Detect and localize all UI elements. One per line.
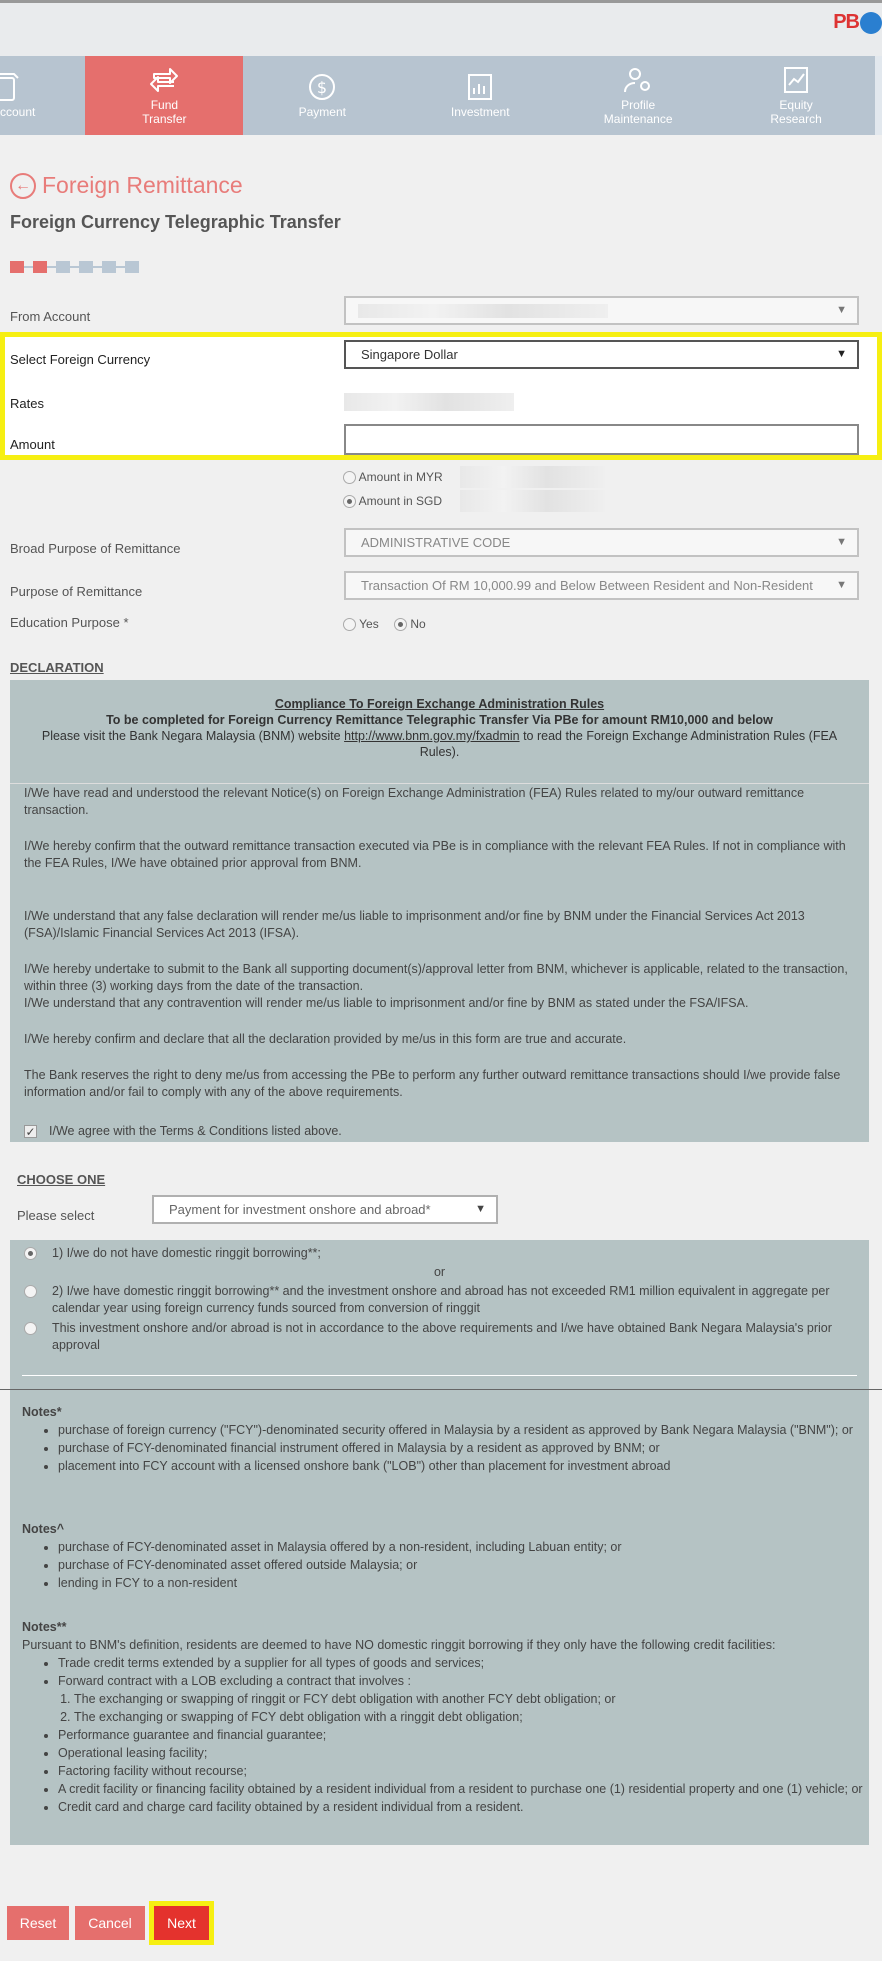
transfer-arrows-icon <box>148 65 180 95</box>
option-2-label: 2) I/we have domestic ringgit borrowing** and the investment onshore and abroad has not exceeded RM1 million equivalent in aggregate per calendar year using foreign currency funds sourced from conversion of ringgit <box>52 1284 830 1315</box>
from-account-label: From Account <box>10 309 91 324</box>
chevron-down-icon: ▼ <box>832 579 847 591</box>
nav-equity-research-label: Equity Research <box>770 98 822 126</box>
nav-account[interactable] <box>0 56 85 135</box>
nav-fund-transfer[interactable] <box>85 56 243 135</box>
declaration-p4a: I/We hereby undertake to submit to the Bank all supporting document(s)/approval letter from BNM, whichever is applicable, related to the transaction, within three (3) working days from the date of the transaction. <box>24 962 848 993</box>
page-title-text: Foreign Remittance <box>42 172 243 198</box>
notes-2-item: • purchase of FCY-denominated asset in Malaysia offered by a non-resident, including Labuan entity; or <box>58 1538 867 1556</box>
notes-3-item: • Factoring facility without recourse; <box>58 1762 867 1780</box>
back-arrow-icon[interactable]: ← <box>10 173 36 199</box>
main-nav <box>0 56 882 135</box>
nav-investment[interactable] <box>401 56 559 135</box>
notes-2-item: • lending in FCY to a non-resident <box>58 1574 867 1592</box>
nav-investment-label: Investment <box>450 105 510 119</box>
declaration-heading: DECLARATION <box>10 660 104 675</box>
nav-payment[interactable] <box>243 56 401 135</box>
chevron-down-icon: ▼ <box>836 304 847 316</box>
declaration-body-panel <box>10 783 869 1142</box>
amount-myr-label: Amount in MYR <box>358 470 443 484</box>
notes-3-item: • Performance guarantee and financial guarantee; <box>58 1726 867 1744</box>
blurred-sgd <box>460 490 605 512</box>
or-text: or <box>433 1265 446 1279</box>
step-4 <box>79 261 93 273</box>
chevron-down-icon: ▼ <box>475 1203 486 1215</box>
from-account-select[interactable] <box>344 296 859 325</box>
please-select-label: Please select <box>17 1208 95 1223</box>
notes-3-item: • Forward contract with a LOB excluding a contract that involves : <box>58 1672 867 1690</box>
currency-select[interactable] <box>344 340 859 369</box>
notes-3-title: Notes** <box>22 1620 67 1634</box>
top-bar <box>0 0 882 56</box>
investment-type-value: Payment for investment onshore and abroad* <box>169 1202 431 1217</box>
amount-sgd-radio[interactable] <box>343 495 356 508</box>
compliance-subtitle: To be completed for Foreign Currency Remittance Telegraphic Transfer Via PBe for amount RM10,000 and below <box>106 713 773 727</box>
agree-label: I/We agree with the Terms & Conditions listed above. <box>49 1124 342 1138</box>
notes-3-item: • Trade credit terms extended by a supplier for all types of goods and services; <box>58 1654 867 1672</box>
cancel-button[interactable]: Cancel <box>75 1906 145 1940</box>
bnm-fxadmin-link[interactable]: http://www.bnm.gov.my/fxadmin <box>344 729 520 743</box>
amount-myr-option[interactable] <box>343 470 443 484</box>
nav-profile-maintenance[interactable] <box>559 56 717 135</box>
notes-2-item: • purchase of FCY-denominated asset offered outside Malaysia; or <box>58 1556 867 1574</box>
currency-label: Select Foreign Currency <box>10 352 151 367</box>
step-1 <box>10 261 24 273</box>
compliance-visit-text <box>10 728 869 760</box>
notes-1-item: • placement into FCY account with a licensed onshore bank ("LOB") other than placement for investment abroad <box>58 1457 867 1475</box>
step-indicator <box>10 261 139 273</box>
option-1[interactable] <box>24 1245 864 1262</box>
chevron-down-icon: ▼ <box>836 536 847 548</box>
svg-text:$: $ <box>317 78 328 97</box>
step-3 <box>56 261 70 273</box>
broad-purpose-select[interactable] <box>344 528 859 557</box>
option-2[interactable] <box>24 1283 864 1317</box>
visit-before: Please visit the Bank Negara Malaysia (BNM) website <box>41 729 345 743</box>
notes-3-subitem: 2. The exchanging or swapping of FCY debt obligation with a ringgit debt obligation; <box>74 1708 867 1726</box>
chart-icon <box>464 72 496 102</box>
declaration-p1: I/We have read and understood the relevant Notice(s) on Foreign Exchange Administration (FEA) Rules related to my/our outward remittance transaction. <box>24 786 805 817</box>
notes-3-item: • Operational leasing facility; <box>58 1744 867 1762</box>
options-panel <box>10 1240 869 1845</box>
amount-sgd-label: Amount in SGD <box>358 494 443 508</box>
nav-account-label: ccount <box>0 105 36 119</box>
next-button[interactable]: Next <box>154 1906 209 1940</box>
visit-after: to read the Foreign Exchange Administration Rules (FEA Rules). <box>419 729 838 759</box>
broad-purpose-value: ADMINISTRATIVE CODE <box>361 535 511 550</box>
declaration-header-panel <box>10 680 869 783</box>
option-1-radio[interactable] <box>24 1247 37 1260</box>
notes-3-subitem: 1. The exchanging or swapping of ringgit or FCY debt obligation with another FCY debt obligation; or <box>74 1690 867 1708</box>
declaration-p6: The Bank reserves the right to deny me/us from accessing the PBe to perform any further outward remittance transactions should I/we provide false information and/or fail to comply with any of the above requirements. <box>24 1068 841 1099</box>
currency-select-value: Singapore Dollar <box>361 347 458 362</box>
declaration-p4b: I/We understand that any contravention will render me/us liable to imprisonment and/or fine by BNM as stated under the FSA/IFSA. <box>24 996 749 1010</box>
notes-2 <box>22 1520 867 1592</box>
options-separator <box>22 1375 857 1376</box>
page-divider-line <box>0 1389 882 1390</box>
notes-3-item: • Credit card and charge card facility obtained by a resident individual from a resident. <box>58 1798 867 1816</box>
blurred-account <box>358 304 608 318</box>
blurred-rates <box>344 393 514 411</box>
notes-1-item: • purchase of FCY-denominated financial instrument offered in Malaysia by a resident as approved by BNM; or <box>58 1439 867 1457</box>
profile-gear-icon <box>622 65 654 95</box>
amount-myr-radio[interactable] <box>343 471 356 484</box>
option-3-radio[interactable] <box>24 1322 37 1335</box>
choose-one-heading: CHOOSE ONE <box>17 1172 106 1187</box>
reset-button[interactable]: Reset <box>7 1906 69 1940</box>
amount-label: Amount <box>10 437 55 452</box>
notes-3 <box>22 1618 867 1816</box>
option-3[interactable] <box>24 1320 864 1354</box>
notes-2-title: Notes^ <box>22 1522 65 1536</box>
purpose-select[interactable] <box>344 571 859 600</box>
step-5 <box>102 261 116 273</box>
option-3-label: This investment onshore and/or abroad is not in accordance to the above requirements and I/we have obtained Bank Negara Malaysia's prior approval <box>52 1321 832 1352</box>
nav-equity-research[interactable] <box>717 56 875 135</box>
education-label: Education Purpose * <box>10 615 129 630</box>
education-yes-option[interactable] <box>343 617 379 631</box>
account-icon <box>0 72 26 102</box>
education-no-label: No <box>410 617 426 631</box>
nav-edge <box>875 56 882 135</box>
education-no-radio[interactable] <box>394 618 407 631</box>
blurred-myr <box>460 466 605 488</box>
education-no-option[interactable] <box>394 617 426 631</box>
step-6 <box>125 261 139 273</box>
notes-1-title: Notes* <box>22 1405 62 1419</box>
notes-1 <box>22 1403 867 1475</box>
option-1-label: 1) I/we do not have domestic ringgit borrowing**; <box>52 1246 321 1260</box>
research-chart-icon <box>780 65 812 95</box>
nav-profile-maintenance-label: Profile Maintenance <box>603 98 673 126</box>
option-2-radio[interactable] <box>24 1285 37 1298</box>
declaration-p2: I/We hereby confirm that the outward remittance transaction executed via PBe is in compliance with the relevant FEA Rules. If not in compliance with the FEA Rules, I/We have obtained prior approval from BNM. <box>24 839 846 870</box>
amount-sgd-option[interactable] <box>343 494 442 508</box>
notes-3-intro: Pursuant to BNM's definition, residents are deemed to have NO domestic ringgit borrowing if they only have the following credit facilities: <box>22 1638 776 1652</box>
purpose-label: Purpose of Remittance <box>10 584 143 599</box>
purpose-value: Transaction Of RM 10,000.99 and Below Between Resident and Non-Resident <box>361 578 813 593</box>
notes-1-item: • purchase of foreign currency ("FCY")-denominated security offered in Malaysia by a resident as approved by Bank Negara Malaysia ("BNM"); or <box>58 1421 867 1439</box>
nav-fund-transfer-label: Fund Transfer <box>142 98 187 126</box>
page-subtitle: Foreign Currency Telegraphic Transfer <box>10 212 341 232</box>
education-yes-radio[interactable] <box>343 618 356 631</box>
amount-input[interactable] <box>344 424 859 455</box>
notes-3-item: • A credit facility or financing facility obtained by a resident individual from a resident to purchase one (1) residential property and one (1) vehicle; or <box>58 1780 867 1798</box>
declaration-p5: I/We hereby confirm and declare that all the declaration provided by me/us in this form are true and accurate. <box>24 1032 627 1046</box>
agree-row[interactable] <box>24 1123 854 1140</box>
agree-checkbox[interactable]: ✓ <box>25 1125 36 1140</box>
dollar-icon <box>306 72 338 102</box>
declaration-p3: I/We understand that any false declaration will render me/us liable to imprisonment and/or fine by BNM under the Financial Services Act 2013 (FSA)/Islamic Financial Services Act 2013 (IFSA). <box>24 909 805 940</box>
page-title <box>10 172 243 199</box>
compliance-title: Compliance To Foreign Exchange Administration Rules <box>274 697 605 711</box>
investment-type-select[interactable] <box>152 1195 498 1224</box>
broad-purpose-label: Broad Purpose of Remittance <box>10 541 181 556</box>
education-yes-label: Yes <box>359 617 379 631</box>
chevron-down-icon: ▼ <box>836 348 847 360</box>
step-2 <box>33 261 47 273</box>
nav-payment-label: Payment <box>298 105 346 119</box>
bank-logo[interactable]: PB <box>833 11 882 34</box>
rates-label: Rates <box>10 396 44 411</box>
